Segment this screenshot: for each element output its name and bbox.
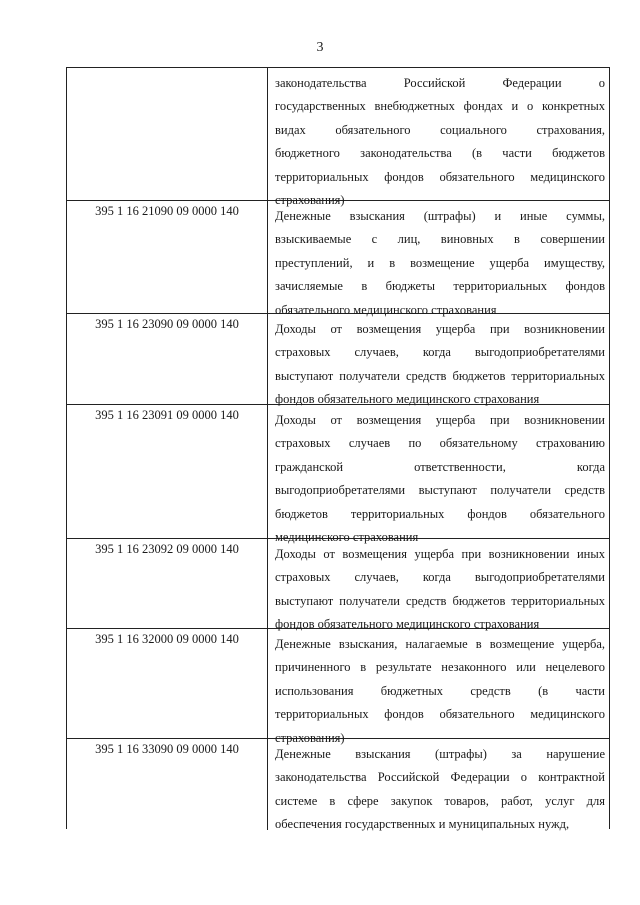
description-line: законодательства Российской Федерации о bbox=[275, 76, 605, 90]
description-line: использования бюджетных средств (в части bbox=[275, 683, 605, 698]
description-line: бюджетного законодательства (в части бюджетов bbox=[275, 146, 605, 161]
description-line: фондов обязательного медицинского страхования bbox=[275, 392, 540, 407]
description-line: Денежные взыскания (штрафы) за нарушение bbox=[275, 747, 605, 761]
table-row bbox=[67, 201, 609, 317]
table-row bbox=[67, 629, 609, 745]
revenue-description bbox=[275, 543, 605, 637]
column-divider bbox=[267, 539, 268, 628]
revenue-description bbox=[275, 743, 605, 837]
description-line: страховых случаев, когда выгодоприобретателями bbox=[275, 570, 605, 585]
page-number: 3 bbox=[316, 40, 324, 55]
budget-classification-code: 395 1 16 32000 09 0000 140 bbox=[95, 632, 239, 646]
description-line: Денежные взыскания (штрафы) и иные суммы, bbox=[275, 209, 605, 223]
column-divider bbox=[267, 629, 268, 738]
description-line: зачисляемые в бюджеты территориальных фондов bbox=[275, 279, 605, 294]
description-line: Доходы от возмещения ущерба при возникновении иных bbox=[275, 547, 605, 561]
description-line: системе в сфере закупок товаров, работ, услуг для bbox=[275, 793, 605, 808]
description-line: выгодоприобретателями выступают получатели средств bbox=[275, 483, 605, 498]
budget-classification-code: 395 1 16 21090 09 0000 140 bbox=[95, 204, 239, 218]
description-line: взыскиваемые с лиц, виновных в совершении bbox=[275, 232, 605, 247]
revenue-description bbox=[275, 409, 605, 549]
description-line: Доходы от возмещения ущерба при возникновении bbox=[275, 322, 605, 336]
description-line: страхования) bbox=[275, 730, 345, 745]
description-line: фондов обязательного медицинского страхования bbox=[275, 617, 540, 632]
description-line: преступлений, и в возмещение ущерба имуществу, bbox=[275, 255, 605, 270]
description-line: страховых случаев по обязательному страхованию bbox=[275, 436, 605, 451]
description-line: страхования) bbox=[275, 192, 345, 207]
description-line: законодательства Российской Федерации о контрактной bbox=[275, 770, 605, 785]
description-line: причиненного в результате незаконного или нецелевого bbox=[275, 660, 605, 675]
budget-classification-code: 395 1 16 23092 09 0000 140 bbox=[95, 542, 239, 556]
description-line: выступают получатели средств бюджетов территориальных bbox=[275, 593, 605, 608]
table-row bbox=[67, 539, 609, 632]
description-line: медицинского страхования bbox=[275, 529, 419, 544]
description-line: выступают получатели средств бюджетов территориальных bbox=[275, 368, 605, 383]
table-row bbox=[67, 68, 609, 207]
description-line: территориальных фондов обязательного медицинского bbox=[275, 169, 605, 184]
column-divider bbox=[267, 68, 268, 200]
column-divider bbox=[267, 314, 268, 404]
description-line: Денежные взыскания, налагаемые в возмещение ущерба, bbox=[275, 637, 605, 651]
table-row bbox=[67, 314, 609, 405]
table-row bbox=[67, 739, 609, 830]
description-line: гражданской ответственности, когда bbox=[275, 459, 605, 474]
revenue-description bbox=[275, 205, 605, 322]
description-line: бюджетов территориальных фондов обязательного bbox=[275, 506, 605, 521]
budget-classification-code: 395 1 16 23090 09 0000 140 bbox=[95, 317, 239, 331]
description-line: страховых случаев, когда выгодоприобретателями bbox=[275, 345, 605, 360]
budget-classification-code bbox=[67, 68, 267, 71]
description-line: видах обязательного социального страхования, bbox=[275, 122, 605, 137]
budget-classification-code: 395 1 16 23091 09 0000 140 bbox=[95, 408, 239, 422]
description-line: Доходы от возмещения ущерба при возникновении bbox=[275, 413, 605, 427]
revenue-description bbox=[275, 633, 605, 750]
description-line: обеспечения государственных и муниципальных нужд, bbox=[275, 817, 570, 832]
revenue-description bbox=[275, 318, 605, 412]
description-line: обязательного медицинского страхования bbox=[275, 302, 497, 317]
column-divider bbox=[267, 405, 268, 538]
description-line: территориальных фондов обязательного медицинского bbox=[275, 707, 605, 722]
column-divider bbox=[267, 201, 268, 313]
revenue-description bbox=[275, 72, 605, 212]
column-divider bbox=[267, 739, 268, 830]
revenue-codes-table bbox=[66, 67, 610, 832]
description-line: государственных внебюджетных фондах и о конкретных bbox=[275, 99, 605, 114]
budget-classification-code: 395 1 16 33090 09 0000 140 bbox=[95, 742, 239, 756]
table-row bbox=[67, 405, 609, 544]
